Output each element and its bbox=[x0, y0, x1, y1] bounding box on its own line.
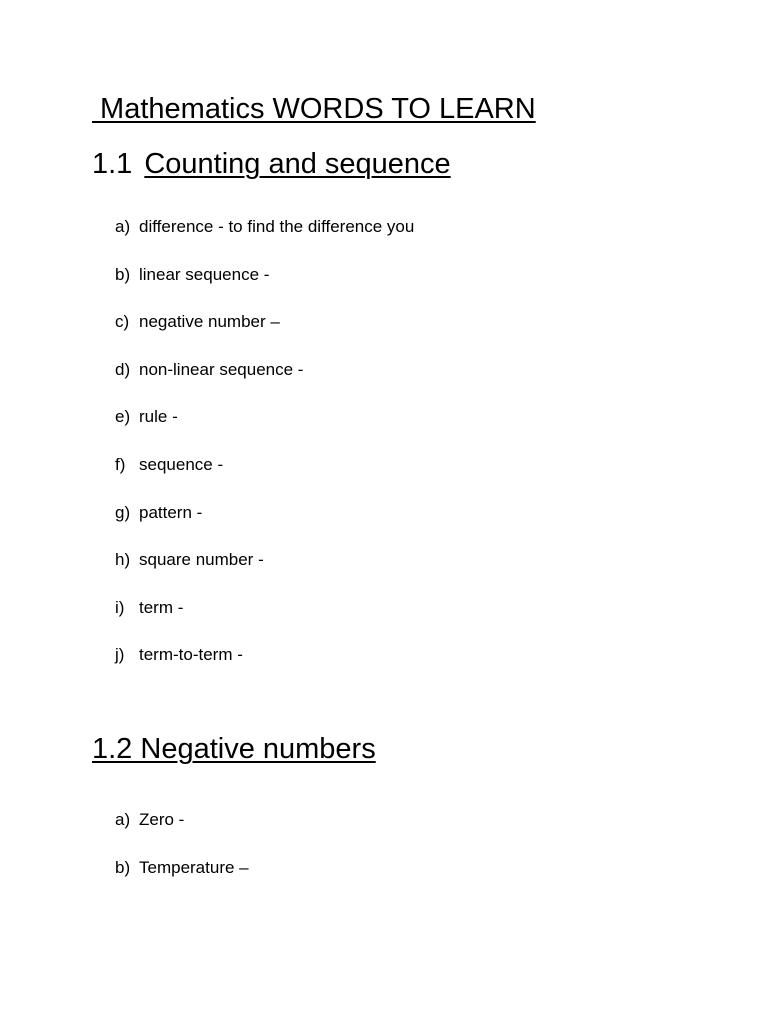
list-marker: f) bbox=[115, 454, 126, 474]
term-text: rule - bbox=[139, 407, 178, 427]
list-marker: h) bbox=[115, 550, 131, 570]
term-text: non-linear sequence - bbox=[139, 359, 304, 379]
list-item bbox=[115, 310, 414, 358]
list-marker: e) bbox=[115, 407, 131, 427]
list-marker: c) bbox=[115, 312, 130, 332]
term-text: Temperature – bbox=[139, 857, 249, 877]
list-item bbox=[115, 215, 414, 263]
list-marker: d) bbox=[115, 359, 131, 379]
list-item bbox=[115, 643, 414, 691]
section-heading-negative-numbers: 1.2 Negative numbers bbox=[92, 733, 376, 765]
term-text: square number - bbox=[139, 550, 264, 570]
section-heading-counting bbox=[92, 146, 451, 182]
list-marker: a) bbox=[115, 810, 131, 829]
list-marker: g) bbox=[115, 502, 131, 522]
term-list-counting bbox=[115, 215, 414, 691]
term-text: sequence - bbox=[139, 454, 224, 474]
term-text: difference - to find the difference you bbox=[139, 217, 415, 236]
list-item bbox=[115, 405, 414, 453]
term-text: Zero - bbox=[139, 810, 185, 829]
term-text: term-to-term - bbox=[139, 645, 243, 665]
document-title: Mathematics WORDS TO LEARN bbox=[92, 93, 536, 125]
list-marker: a) bbox=[115, 217, 131, 236]
term-text: pattern - bbox=[139, 502, 203, 522]
list-item bbox=[115, 548, 414, 596]
list-item bbox=[115, 358, 414, 406]
list-item bbox=[115, 263, 414, 311]
list-marker: b) bbox=[115, 857, 131, 877]
list-item bbox=[115, 501, 414, 549]
term-list-negative-numbers bbox=[115, 808, 249, 903]
list-marker: b) bbox=[115, 264, 131, 284]
list-item bbox=[115, 596, 414, 644]
list-item bbox=[115, 856, 249, 904]
list-marker: j) bbox=[115, 645, 125, 665]
list-item bbox=[115, 808, 249, 856]
term-text: negative number – bbox=[139, 312, 280, 332]
term-text: linear sequence - bbox=[139, 264, 270, 284]
section-title: Counting and sequence bbox=[144, 148, 451, 180]
section-number: 1.1 bbox=[92, 148, 133, 180]
list-marker: i) bbox=[115, 597, 125, 617]
list-item bbox=[115, 453, 414, 501]
term-text: term - bbox=[139, 597, 184, 617]
